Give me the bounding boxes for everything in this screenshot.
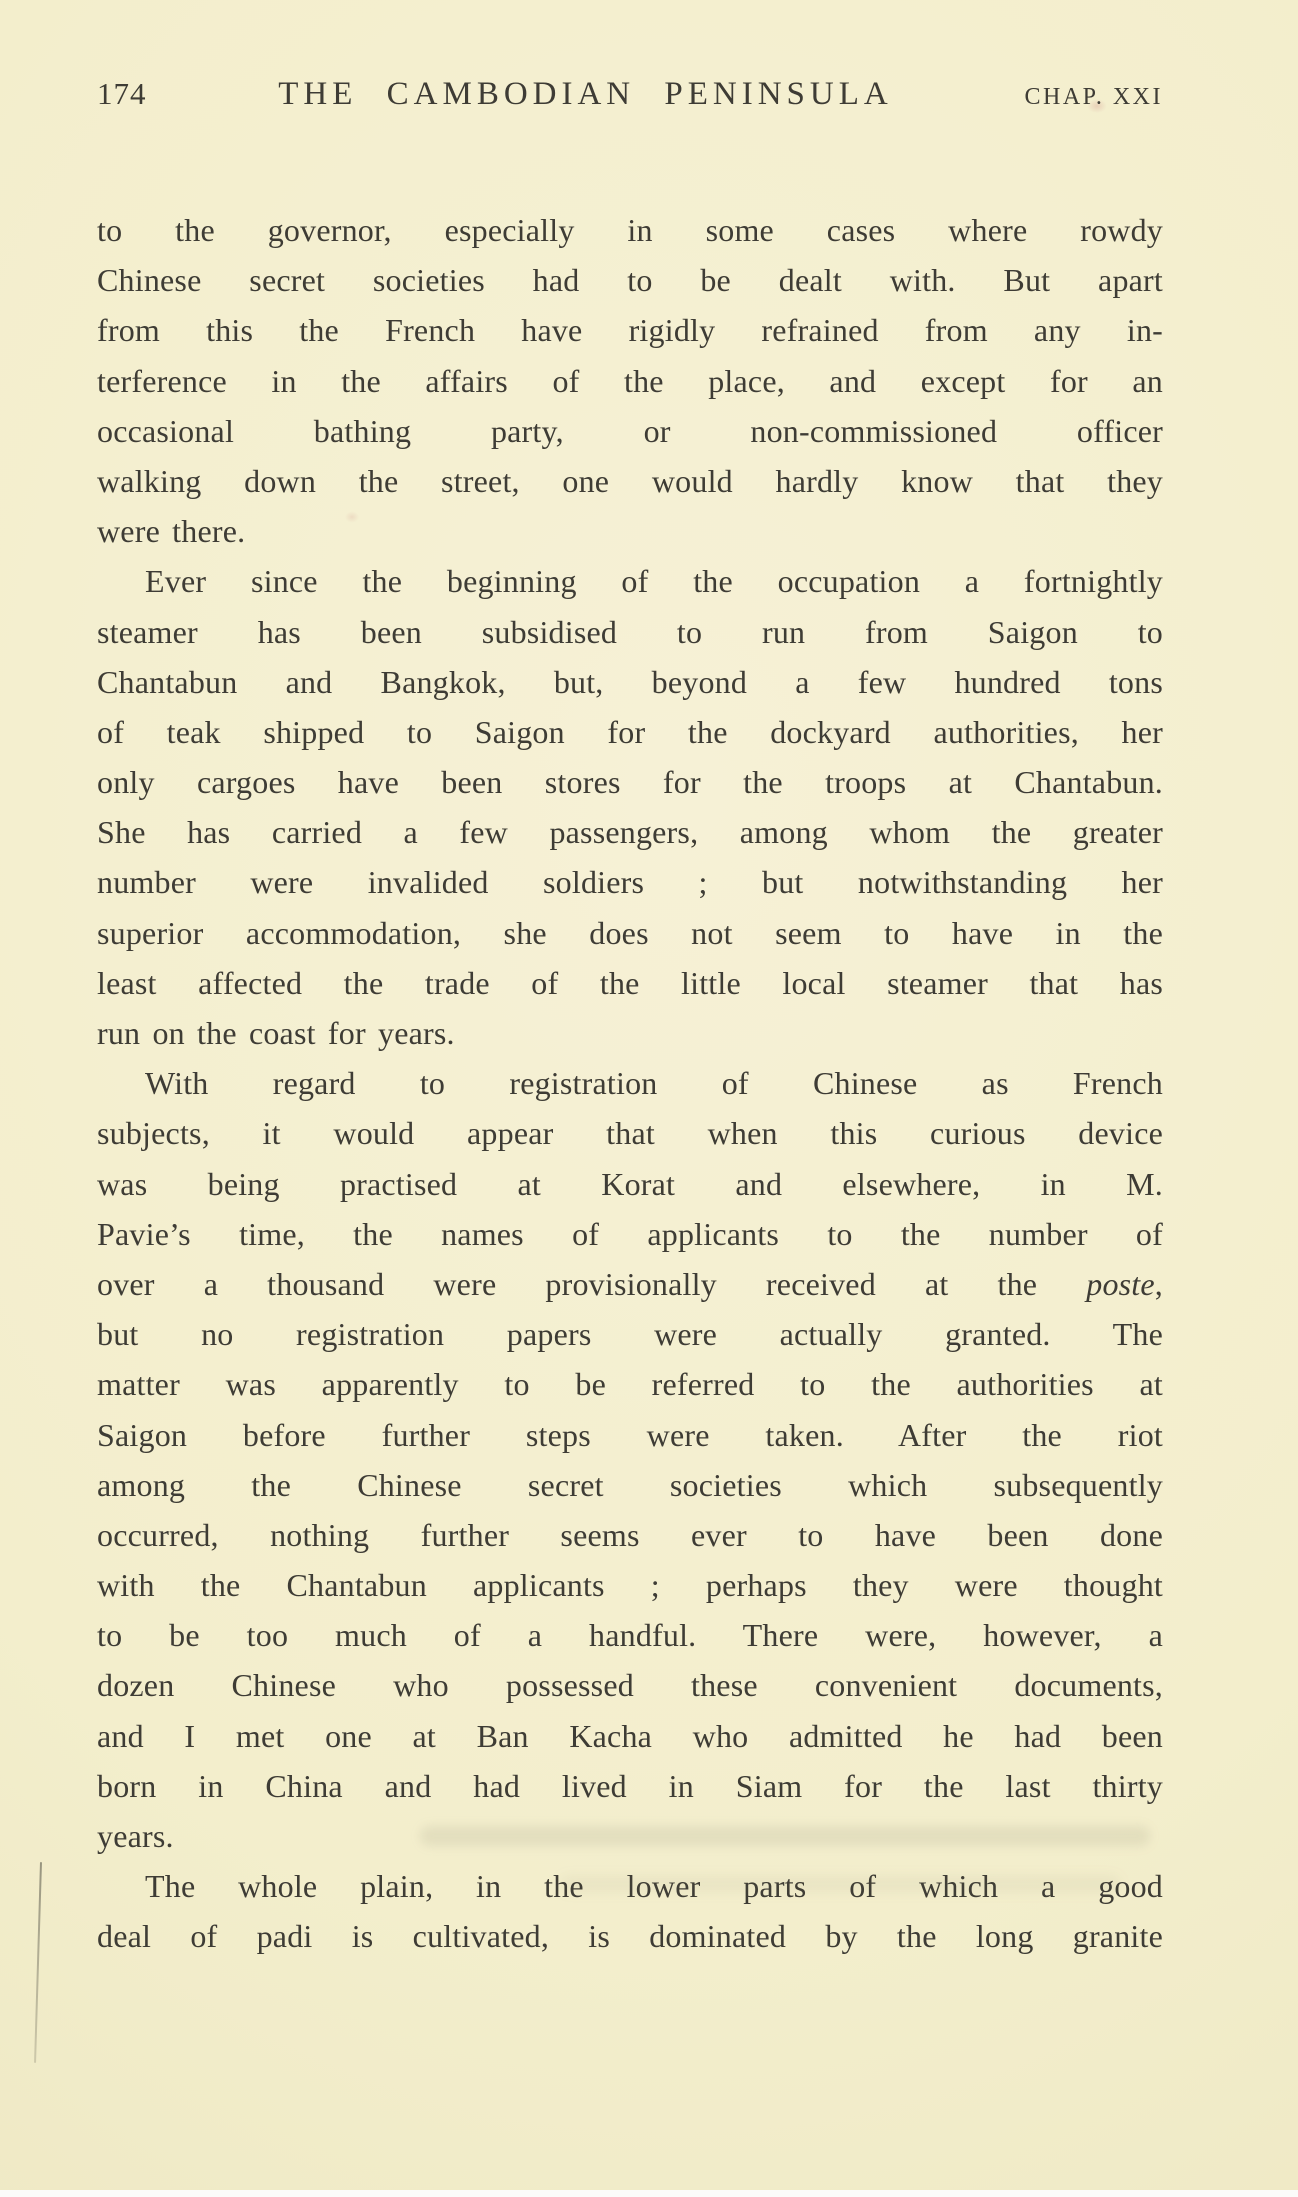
text-line xyxy=(97,1259,1163,1309)
text-line: occurred, nothing further seems ever to have been done xyxy=(97,1516,1163,1553)
text-segment: over a thousand were provisionally received at the xyxy=(97,1265,1087,1302)
text-line: Saigon before further steps were taken. After the riot xyxy=(97,1416,1163,1453)
text-line: born in China and had lived in Siam for the last thirty xyxy=(97,1767,1163,1804)
italic-word: poste xyxy=(1086,1265,1155,1302)
ink-bleedthrough xyxy=(420,1826,1150,1846)
text-line: with the Chantabun applicants ; perhaps they were thought xyxy=(97,1567,1163,1604)
pencil-stray-mark xyxy=(34,1862,42,2063)
text-line: matter was apparently to be referred to the authorities at xyxy=(97,1366,1163,1403)
text-line: occasional bathing party, or non-commissioned officer xyxy=(97,412,1163,449)
text-line: superior accommodation, she does not seem to have in the xyxy=(97,914,1163,951)
text-segment: , xyxy=(1154,1265,1163,1302)
text-line: from this the French have rigidly refrained from any in- xyxy=(97,312,1163,349)
scanner-edge xyxy=(0,2190,1298,2197)
text-line: dozen Chinese who possessed these convenient documents, xyxy=(97,1667,1163,1704)
text-line: Chinese secret societies had to be dealt with. But apart xyxy=(97,262,1163,299)
text-line: walking down the street, one would hardly know that they xyxy=(97,462,1163,499)
text-line: Ever since the beginning of the occupation a fortnightly xyxy=(145,563,1163,600)
text-line: subjects, it would appear that when this curious device xyxy=(97,1115,1163,1152)
chapter-reference: CHAP. XXI xyxy=(1024,84,1163,110)
text-line: to be too much of a handful. There were, however, a xyxy=(97,1617,1163,1654)
running-title: THE CAMBODIAN PENINSULA xyxy=(278,76,893,112)
text-block xyxy=(97,205,1163,1962)
ink-bleedthrough xyxy=(560,1876,1120,1892)
text-line: and I met one at Ban Kacha who admitted he had been xyxy=(97,1717,1163,1754)
text-line: to the governor, especially in some cases where rowdy xyxy=(97,212,1163,248)
text-line: With regard to registration of Chinese as French xyxy=(145,1065,1163,1102)
text-line: terference in the affairs of the place, and except for an xyxy=(97,362,1163,399)
running-header xyxy=(97,76,1163,113)
text-line: only cargoes have been stores for the troops at Chantabun. xyxy=(97,764,1163,801)
text-line: Chantabun and Bangkok, but, beyond a few hundred tons xyxy=(97,663,1163,700)
text-line: years. xyxy=(97,1818,174,1854)
text-line: She has carried a few passengers, among whom the greater xyxy=(97,814,1163,851)
text-line: The whole plain, in the lower parts of which a good xyxy=(145,1868,1163,1905)
text-line: least affected the trade of the little local steamer that has xyxy=(97,964,1163,1001)
text-line: but no registration papers were actually granted. The xyxy=(97,1316,1163,1353)
page-number: 174 xyxy=(97,76,147,111)
text-line: was being practised at Korat and elsewhere, in M. xyxy=(97,1165,1163,1202)
text-line: of teak shipped to Saigon for the dockyard authorities, her xyxy=(97,713,1163,750)
text-line: number were invalided soldiers ; but notwithstanding her xyxy=(97,864,1163,901)
text-line: deal of padi is cultivated, is dominated by the long granite xyxy=(97,1918,1163,1955)
text-line: were there. xyxy=(97,513,246,550)
text-line: Pavie’s time, the names of applicants to the number of xyxy=(97,1215,1163,1252)
text-line: run on the coast for years. xyxy=(97,1015,455,1051)
text-line: steamer has been subsidised to run from Saigon to xyxy=(97,613,1163,650)
text-line: among the Chinese secret societies which subsequently xyxy=(97,1466,1163,1503)
